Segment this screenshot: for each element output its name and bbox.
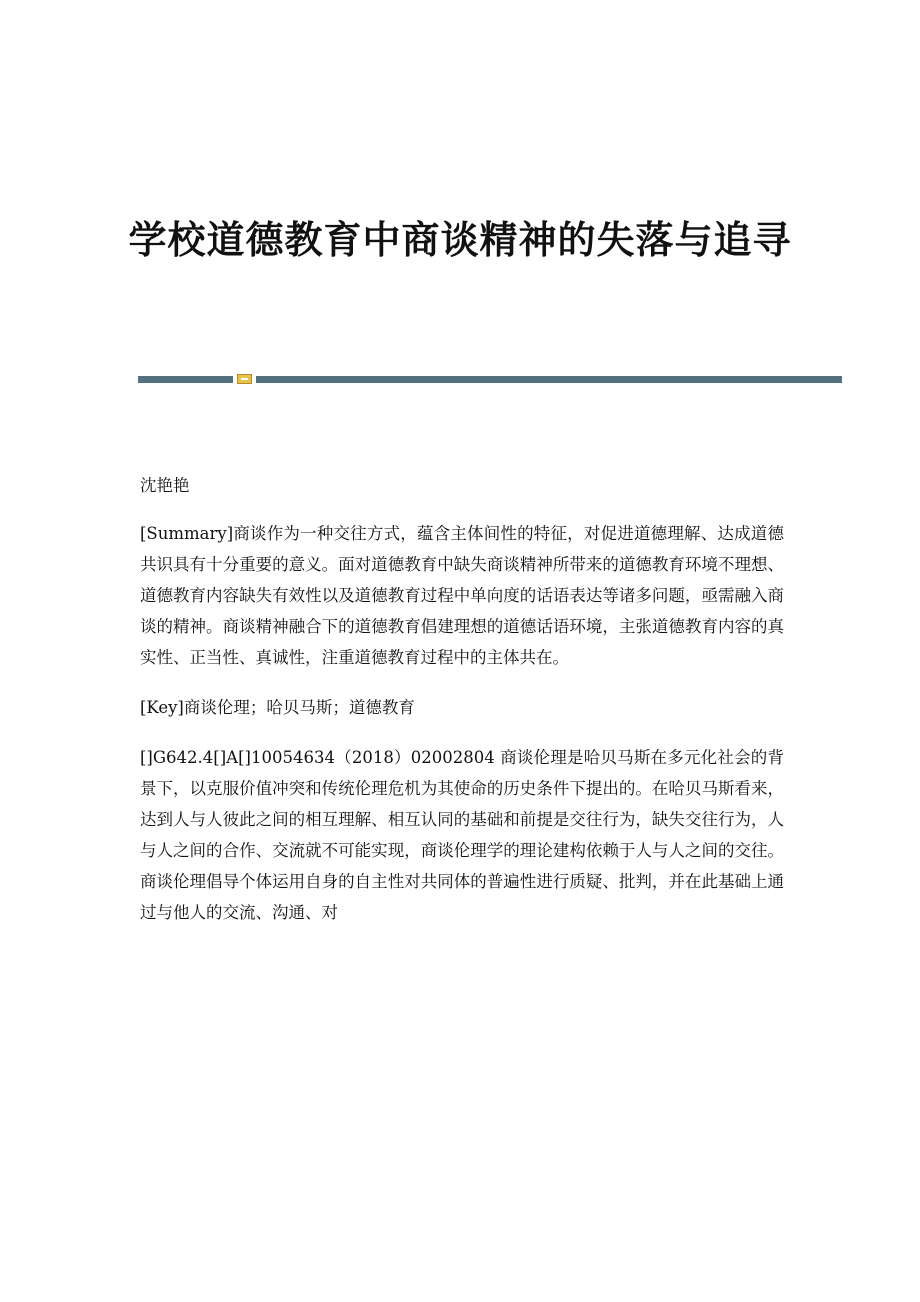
page-title: 学校道德教育中商谈精神的失落与追寻 xyxy=(128,218,792,262)
keywords-paragraph: [Key]商谈伦理；哈贝马斯；道德教育 xyxy=(140,698,415,717)
summary-paragraph: [Summary]商谈作为一种交往方式，蕴含主体间性的特征，对促进道德理解、达成道德共识具有十分重要的意义。面对道德教育中缺失商谈精神所带来的道德教育环境不理想、道德教育内容缺失有效性以及道德教育过程中单向度的话语表达等诸多问题，亟需融入商谈的精神。商谈精神融合下的道德教育倡建理想的道德话语环境，主张道德教育内容的真实性、正当性、真诚性，注重道德教育过程中的主体共在。 xyxy=(140,524,784,667)
body-paragraph: []G642.4[]A[]10054634（2018）02002804 商谈伦理是哈贝马斯在多元化社会的背景下，以克服价值冲突和传统伦理危机为其使命的历史条件下提出的。在哈贝马斯看来，达到人与人彼此之间的相互理解、相互认同的基础和前提是交往行为，缺失交往行为，人与人之间的合作、交流就不可能实现，商谈伦理学的理论建构依赖于人与人之间的交往。商谈伦理倡导个体运用自身的自主性对共同体的普遍性进行质疑、批判，并在此基础上通过与他人的交流、沟通、对 xyxy=(140,748,784,922)
divider-ornament-icon xyxy=(237,374,252,384)
divider-bar-left xyxy=(138,376,233,383)
title-divider xyxy=(138,374,842,384)
author: 沈艳艳 xyxy=(140,476,190,495)
divider-bar-right xyxy=(256,376,842,383)
document-content xyxy=(140,470,784,947)
